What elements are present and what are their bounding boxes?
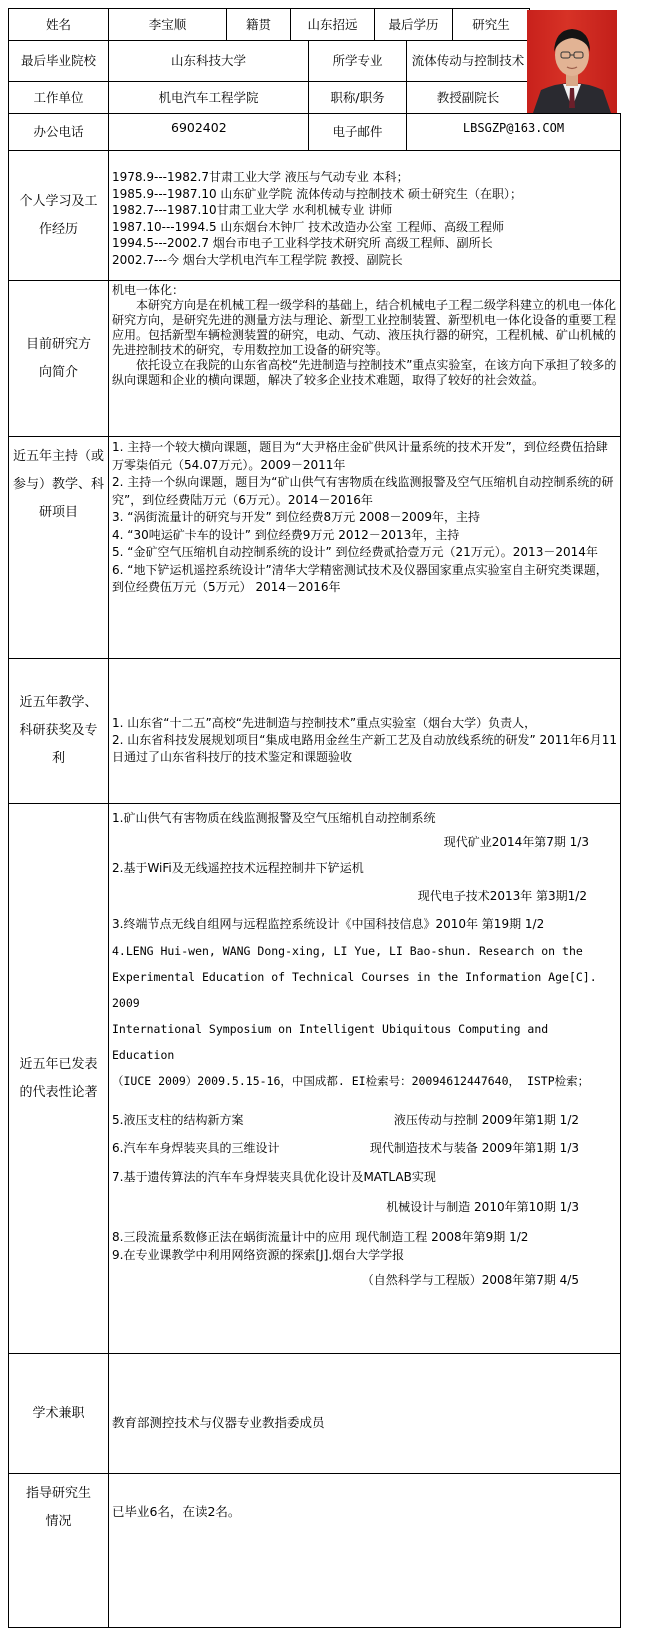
experience-list xyxy=(109,151,620,280)
experience-item: 1978.9---1982.7甘肃工业大学 液压与气动专业 本科； xyxy=(112,170,409,184)
research-paragraph: 本研究方向是在机械工程一级学科的基础上，结合机械电子工程二级学科建立的机电一体化研究方向，是研究先进的测量方法与理论、新型工业控制装置、新型机电一体化设备的重要工程应用。包括新型车辆检测装置的研究，电动、气动、液压执行器的研究，工程机械、矿山机械的先进控制技术的研究，专用数控加工设备的研究等。 xyxy=(112,298,617,357)
research-label: 目前研究方向简介 xyxy=(25,336,91,380)
papers-label: 近五年已发表的代表性论著 xyxy=(19,1056,98,1100)
experience-item: 1987.10---1994.5 山东烟台木钟厂 技术改造办公室 工程师、高级工程师 xyxy=(112,219,505,234)
project-item: 5. “金矿空气压缩机自动控制系统的设计” 到位经费贰拾壹万元（21万元）。2013－2014年 xyxy=(112,545,598,559)
paper-source: 现代制造技术与装备 2009年第1期 1/3 xyxy=(369,1141,579,1155)
paper-source: 现代矿业2014年第7期 1/3 xyxy=(443,835,589,849)
paper-source: 机械设计与制造 2010年第10期 1/3 xyxy=(386,1200,579,1214)
major-label: 所学专业 xyxy=(332,53,383,68)
origin-value: 山东招远 xyxy=(307,16,358,32)
name-value: 李宝顺 xyxy=(148,16,187,32)
email-label: 电子邮件 xyxy=(332,124,383,139)
paper-source: 现代电子技术2013年 第3期1/2 xyxy=(417,889,587,903)
paper-source: （自然科学与工程版）2008年第7期 4/5 xyxy=(361,1273,579,1287)
research-heading: 机电一体化： xyxy=(112,283,185,297)
paper-entry-line: 4.LENG Hui-wen, WANG Dong-xing, LI Yue, LI Bao-shun. Research on the xyxy=(112,944,583,958)
research-paragraph: 依托设立在我院的山东省高校“先进制造与控制技术”重点实验室，在该方向下承担了较多的纵向课题和企业的横向课题，解决了较多企业技术难题，取得了较好的社会效益。 xyxy=(112,358,617,387)
portrait-photo xyxy=(527,10,617,113)
award-item: 2. 山东省科技发展规划项目“集成电路用金丝生产新工艺及自动放线系统的研发” 2011年6月11日通过了山东省科技厅的技术鉴定和课题验收 xyxy=(112,733,617,764)
paper-entry: 3.终端节点无线自组网与远程监控系统设计《中国科技信息》2010年 第19期 1/2 xyxy=(112,917,545,931)
academic-label: 学术兼职 xyxy=(32,1405,85,1421)
paper-entry: 8.三段流量系数修正法在蜗街流量计中的应用 现代制造工程 2008年第9期 1/2 xyxy=(112,1230,529,1244)
name-label: 姓名 xyxy=(45,16,71,32)
paper-entry-line: International Symposium on Intelligent Ubiquitous Computing and Education xyxy=(112,1022,549,1062)
email-value[interactable]: LBSGZP@163.COM xyxy=(462,121,565,135)
paper-entry-line: Experimental Education of Technical Courses in the Information Age[C]. 2009 xyxy=(112,970,597,1010)
origin-label: 籍贯 xyxy=(245,16,271,32)
paper-row xyxy=(112,1134,617,1162)
paper-title: 1.矿山供气有害物质在线监测报警及空气压缩机自动控制系统 xyxy=(112,811,436,825)
school-value: 山东科技大学 xyxy=(170,53,246,68)
phone-label: 办公电话 xyxy=(33,124,84,139)
resume-table xyxy=(8,8,621,1628)
project-item: 4. “30吨运矿卡车的设计” 到位经费9万元 2012－2013年，主持 xyxy=(112,527,460,542)
students-label: 指导研究生情况 xyxy=(25,1486,91,1529)
paper-row xyxy=(112,1106,617,1134)
project-item: 6. “地下铲运机遥控系统设计”清华大学精密测试技术及仪器国家重点实验室自主研究类课题，到位经费伍万元（5万元） 2014－2016年 xyxy=(112,562,608,594)
project-item: 1. 主持一个较大横向课题，题目为“大尹格庄金矿供风计量系统的技术开发”，到位经费伍拾肆万零柒佰元（54.07万元）。2009－2011年 xyxy=(112,440,608,472)
unit-value: 机电汽车工程学院 xyxy=(158,89,259,105)
paper-source: 液压传动与控制 2009年第1期 1/2 xyxy=(393,1113,579,1127)
title-label: 职称/职务 xyxy=(330,89,385,105)
experience-label: 个人学习及工作经历 xyxy=(19,193,98,237)
degree-label: 最后学历 xyxy=(388,16,439,32)
awards-list xyxy=(109,659,620,803)
project-item: 2. 主持一个纵向课题，题目为“矿山供气有害物质在线监测报警及空气压缩机自动控制系统的研究”，到位经费陆万元（6万元）。2014－2016年 xyxy=(112,475,614,507)
projects-label: 近五年主持（或参与）教学、科研项目 xyxy=(12,449,104,520)
degree-value: 研究生 xyxy=(472,16,510,32)
paper-title: 7.基于遗传算法的汽车车身焊装夹具优化设计及MATLAB实现 xyxy=(112,1170,436,1184)
experience-item: 1994.5---2002.7 烟台市电子工业科学技术研究所 高级工程师、副所长 xyxy=(112,236,493,250)
title-value: 教授副院长 xyxy=(436,89,500,105)
projects-list xyxy=(109,437,620,658)
major-value: 流体传动与控制技术 xyxy=(411,53,525,68)
paper-title: 2.基于WiFi及无线遥控技术远程控制井下铲运机 xyxy=(112,861,364,875)
papers-list xyxy=(109,804,620,1353)
students-value: 已毕业6名，在读2名。 xyxy=(112,1504,241,1519)
paper-title: 6.汽车车身焊装夹具的三维设计 xyxy=(112,1141,280,1155)
paper-title: 5.液压支柱的结构新方案 xyxy=(112,1113,244,1127)
experience-item: 1985.9---1987.10 山东矿业学院 流体传动与控制技术 硕士研究生（在职）； xyxy=(112,186,523,201)
awards-label: 近五年教学、科研获奖及专利 xyxy=(19,695,98,766)
paper-title: 9.在专业课教学中利用网络资源的探索[J].烟台大学学报 xyxy=(112,1248,405,1262)
school-label: 最后毕业院校 xyxy=(20,53,96,68)
award-item: 1. 山东省“十二五”高校“先进制造与控制技术”重点实验室（烟台大学）负责人， xyxy=(112,716,537,730)
phone-value: 6902402 xyxy=(171,120,227,135)
experience-item: 1982.7---1987.10甘肃工业大学 水利机械专业 讲师 xyxy=(112,203,393,217)
unit-label: 工作单位 xyxy=(33,89,84,105)
research-text xyxy=(109,281,620,436)
project-item: 3. “涡街流量计的研究与开发” 到位经费8万元 2008－2009年，主持 xyxy=(112,510,481,524)
experience-item: 2002.7---今 烟台大学机电汽车工程学院 教授、副院长 xyxy=(112,252,403,267)
academic-value: 教育部测控技术与仪器专业教指委成员 xyxy=(112,1414,325,1430)
paper-entry-line: （IUCE 2009）2009.5.15-16，中国成都. EI检索号：20094612447640， ISTP检索； xyxy=(112,1074,590,1088)
